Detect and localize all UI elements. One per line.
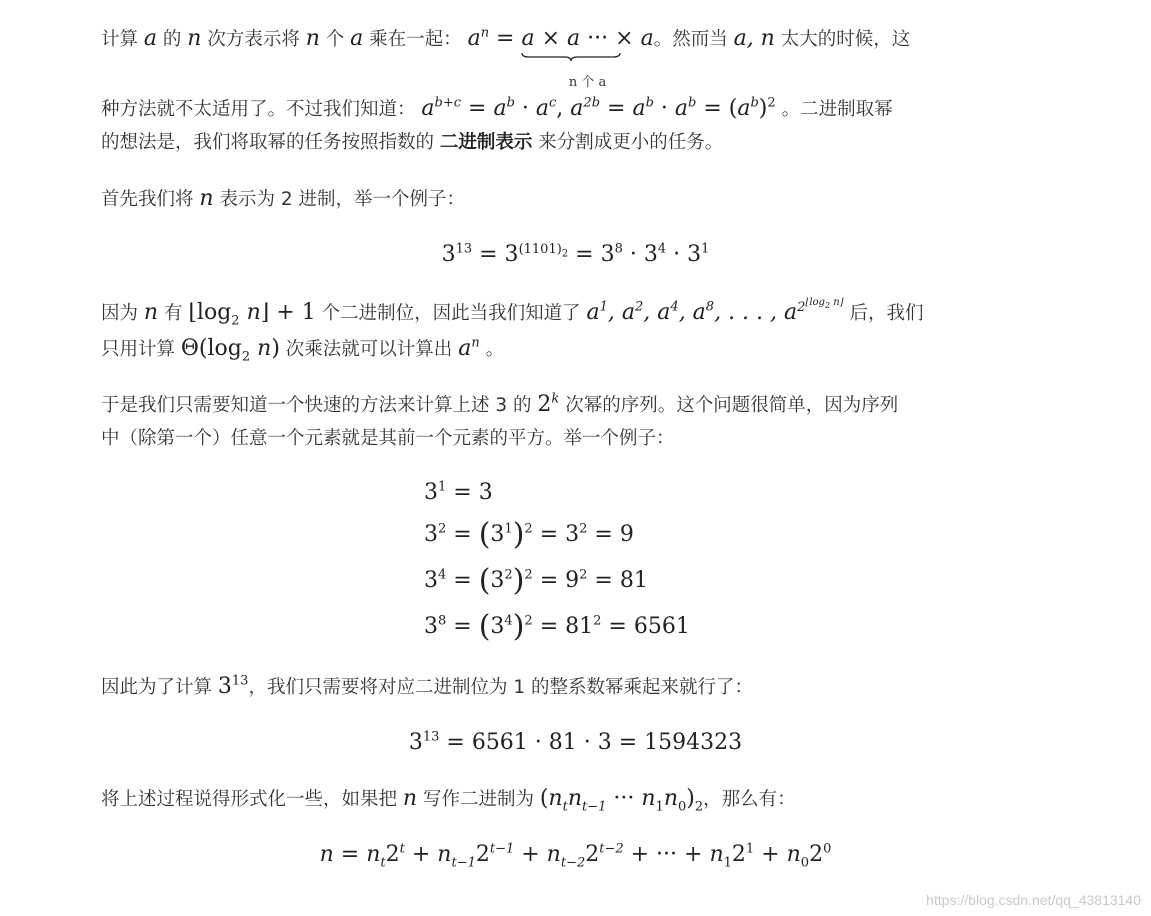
math-a-n: a, n <box>733 26 775 51</box>
text: 。然而当 <box>653 29 734 50</box>
text: ，我们只需要将对应二进制位为 1 的整系数幂乘起来就行了： <box>248 677 753 698</box>
paragraph-bits-line2 <box>101 332 504 367</box>
text: 次乘法就可以计算出 <box>279 339 459 360</box>
text: 个 <box>319 29 351 50</box>
underbrace-label: n 个 a <box>568 75 607 90</box>
equation-row-2: $3^2 = (3^1)^2 = 3^2 = 9$ <box>424 517 634 552</box>
math-a-n: $a^n$ <box>458 335 480 361</box>
math-2-k: 2$^k$ <box>537 391 560 417</box>
overbrace-product: a × a ··· × a n 个 a <box>521 22 653 56</box>
math-theta-log: $\Theta(\log_2$ n) <box>180 336 280 365</box>
text: 来分割成更小的任务。 <box>532 132 724 153</box>
text: 后，我们 <box>843 303 924 324</box>
math-power-sequence: $a^1$, $a^2$, $a^4$, $a^8$, . . . , $a^{2^{⌊log_2 n⌋}}$ <box>586 296 844 325</box>
math-n: n <box>187 26 202 51</box>
text: 写作二进制为 <box>417 789 540 810</box>
math-n: n <box>143 300 159 325</box>
text: 。二进制取幂 <box>781 99 893 120</box>
paragraph-intro-line2 <box>101 92 893 127</box>
text: 于是我们只需要知道一个快速的方法来计算上述 3 的 <box>101 395 538 416</box>
equation-binary-expansion: $n = n_t2^t + n_{t-1}2^{t-1} + n_{t-2}2^{t-2}$ + ··· + $n_12^1 + n_02^0$ <box>319 841 832 871</box>
math-n: n <box>199 186 214 211</box>
text: 个二进制位，因此当我们知道了 <box>315 303 587 324</box>
text: 首先我们将 <box>101 189 200 210</box>
text: 有 <box>158 303 189 324</box>
math-floor-log: $⌊\log_2$ n⌋ + 1 <box>188 300 316 329</box>
math-a: a <box>143 26 158 51</box>
math-power-definition: $a^n = a \times a$ ··· × a n 个 a <box>468 26 654 51</box>
math-n: n <box>305 26 320 51</box>
text: 。 <box>479 339 505 360</box>
text: 的想法是，我们将取幂的任务按照指数的 <box>101 132 440 153</box>
paragraph-binary-intro <box>101 182 465 217</box>
text: 太大的时候，这 <box>774 29 911 50</box>
text: 只用计算 <box>101 339 181 360</box>
paragraph-sequence-line1 <box>101 388 898 423</box>
equation-result: $3^{13} = 6561 \cdot 81 \cdot 3 = 1594323$ <box>408 729 743 755</box>
math-n: n <box>402 786 418 811</box>
equation-row-1: $3^1 = 3$ <box>424 479 493 505</box>
paragraph-compute-intro <box>101 670 753 705</box>
watermark: https://blog.csdn.net/qq_43813140 <box>926 892 1141 908</box>
text: 计算 <box>101 29 144 50</box>
bold-term: 二进制表示 <box>439 132 533 153</box>
text: 次方表示将 <box>201 29 306 50</box>
text: 的 <box>157 29 188 50</box>
text: 中（除第一个）任意一个元素就是其前一个元素的平方。举一个例子： <box>101 428 675 449</box>
equation-row-3: $3^4 = (3^2)^2 = 9^2 = 81$ <box>424 563 648 598</box>
equation-row-4: $3^8 = (3^4)^2 = 81^2 = 6561$ <box>424 609 690 644</box>
text: 因为 <box>101 303 144 324</box>
math-binary-n: ($n_tn_{t-1}$ ··· $n_1n_0)_2$ <box>539 786 704 815</box>
underbrace-icon <box>521 52 621 62</box>
paragraph-formal <box>101 782 796 817</box>
math-a: a <box>350 26 364 51</box>
math-exponent-rules: $a^{b+c} = a^b \cdot a^c$, $a^{2b} = a^b \cdot a^b = (a^b)^2$ <box>421 95 776 121</box>
math-3-13: $3^{13}$ <box>217 673 249 699</box>
paragraph-sequence-line2 <box>101 422 675 456</box>
text: 表示为 2 进制，举一个例子： <box>213 189 465 210</box>
paragraph-bits-line1 <box>101 296 923 331</box>
text: ，那么有： <box>703 789 796 810</box>
text: 将上述过程说得形式化一些，如果把 <box>101 789 403 810</box>
text: 次幂的序列。这个问题很简单，因为序列 <box>559 395 899 416</box>
text: 种方法就不太适用了。不过我们知道： <box>101 99 416 120</box>
text: 乘在一起： <box>363 29 462 50</box>
equation-3-13-binary: $3^{13} = 3^{(1101)_2} = 3^8 \cdot 3^4 \cdot 3^1$ <box>441 241 710 267</box>
text: 因此为了计算 <box>101 677 218 698</box>
paragraph-intro-line3 <box>101 126 723 160</box>
